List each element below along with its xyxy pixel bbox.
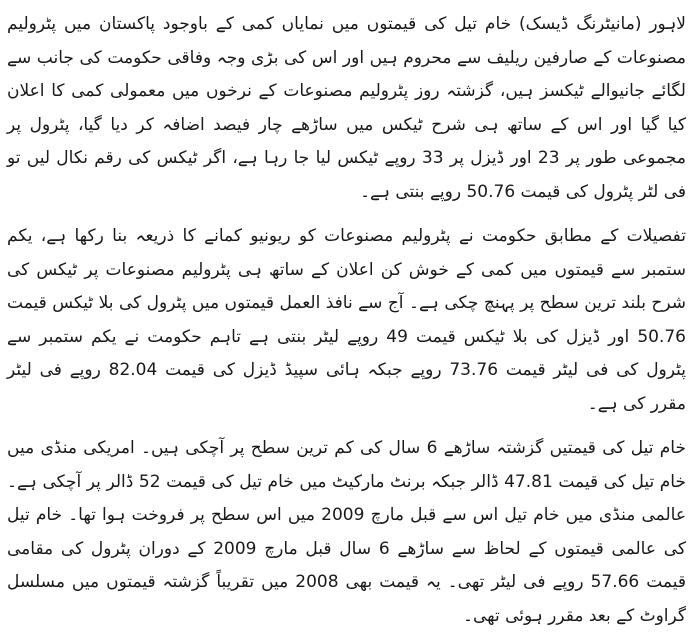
article-paragraph-1: لاہور (مانیٹرنگ ڈیسک) خام تیل کی قیمتوں میں نمایاں کمی کے باوجود پاکستان میں پٹرولیم مصنوعات کے صارفین ریلیف سے محروم ہیں اور اس کی بڑی وجہ وفاقی حکومت کی جانب سے لگائے جانیوالے ٹیکسز ہیں، گزشتہ روز پٹرولیم مصنوعات کے نرخوں میں معمولی کمی کا اعلان کیا گیا اور اس کے ساتھ ہی شرح ٹیکس میں ساڑھے چار فیصد اضافہ کر دیا گیا، پٹرول پر مجموعی طور پر 23 اور ڈیزل پر 33 روپے ٹیکس لیا جا رہا ہے، اگر ٹیکس کی رقم نکال لیں تو فی لٹر پٹرول کی قیمت 50.76 روپے بنتی ہے۔: [7, 14, 686, 202]
article-paragraph-3: خام تیل کی قیمتیں گزشتہ ساڑھے 6 سال کی کم ترین سطح پر آچکی ہیں۔ امریکی منڈی میں خام تیل کی قیمت 47.81 ڈالر جبکہ برنٹ مارکیٹ میں خام تیل کی قیمت 52 ڈالر پر آچکی ہے۔ عالمی منڈی میں خام تیل اس سے قبل مارچ 2009 میں اس سطح پر فروخت ہوا تھا۔ خام تیل کی عالمی قیمتوں کے لحاظ سے ساڑھے 6 سال قبل مارچ 2009 کے دوران پٹرول کی مقامی قیمت 57.66 روپے فی لیٹر تھی۔ یہ قیمت بھی 2008 میں تقریباً گزشتہ قیمتوں میں مسلسل گراوٹ کے بعد مقرر ہوئی تھی۔: [7, 438, 686, 626]
article-paragraph-2: تفصیلات کے مطابق حکومت نے پٹرولیم مصنوعات کو ریونیو کمانے کا ذریعہ بنا رکھا ہے، یکم ستمبر سے قیمتوں میں کمی کے خوش کن اعلان کے ساتھ ہی پٹرولیم مصنوعات پر ٹیکس کی شرح بلند ترین سطح پر پہنچ چکی ہے۔ آج سے نافذ العمل قیمتوں میں پٹرول کی بلا ٹیکس قیمت 50.76 اور ڈیزل کی بلا ٹیکس قیمت 49 روپے لیٹر بنتی ہے تاہم حکومت نے یکم ستمبر سے پٹرول کی فی لیٹر قیمت 73.76 روپے جبکہ ہائی سپیڈ ڈیزل کی قیمت 82.04 روپے فی لیٹر مقرر کی ہے۔: [7, 226, 686, 414]
